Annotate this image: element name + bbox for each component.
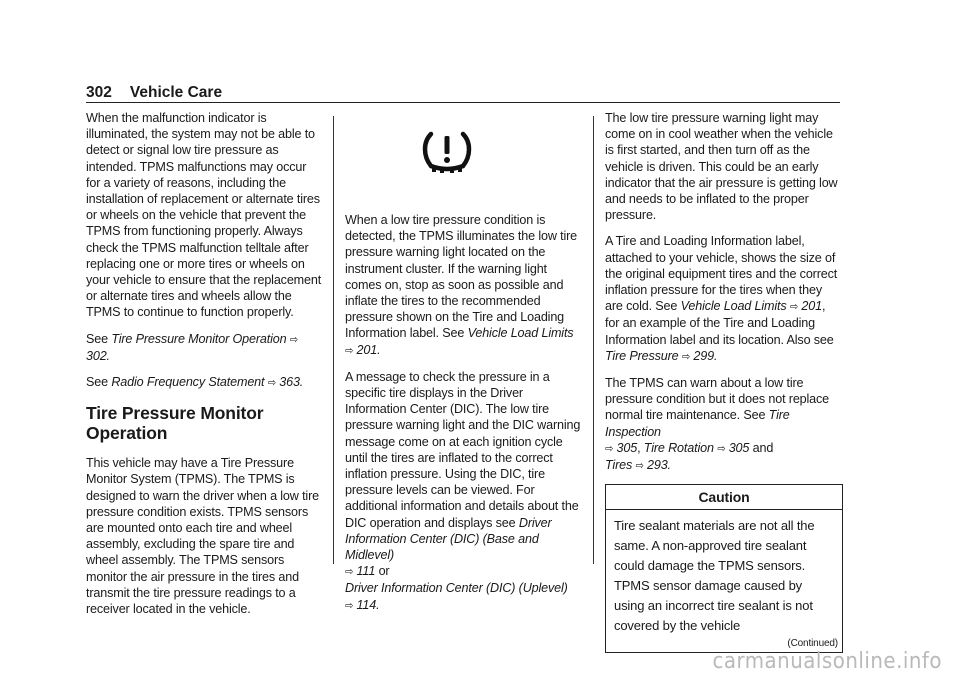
page-arrow-icon: ⇨ bbox=[717, 442, 726, 455]
page-ref[interactable]: 114. bbox=[356, 597, 380, 612]
page-ref[interactable]: 363. bbox=[279, 375, 304, 390]
paragraph: When the malfunction indicator is illuminated, the system may not be able to detect or signal low tire pressure as intended. TPMS malfunctions may occur for a variety of reasons, including the installation of replacement or alternate tires or wheels on the vehicle that prevent the TPMS from functioning properly. Always check the TPMS malfunction telltale after replacing one or more tires or wheels on your vehicle to ensure that the replacement or alternate tires and wheels allow the TPMS to continue to function properly. bbox=[86, 111, 322, 320]
tpms-warning-icon bbox=[421, 130, 581, 174]
page-arrow-icon: ⇨ bbox=[345, 344, 354, 357]
page-ref[interactable]: 299. bbox=[693, 348, 718, 363]
section-title: Vehicle Care bbox=[129, 84, 223, 101]
column-left bbox=[86, 110, 322, 627]
caution-box bbox=[605, 484, 843, 653]
paragraph: When a low tire pressure condition is detected, the TPMS illuminates the low tire pressure warning light located on the instrument cluster. If the warning light comes on, stop as soon as possible and inflate the tires to the recommended pressure shown on the Tire and Loading Information label. See Vehicle Load Limits ⇨ 201. bbox=[345, 213, 578, 357]
page-ref[interactable]: 302. bbox=[86, 348, 110, 363]
paragraph: A message to check the pressure in a specific tire displays in the Driver Information Center (DIC). The low tire pressure warning light and the DIC warning message come on at each ignition cycle until the tires are inflated to the correct inflation pressure. Using the DIC, tire pressure levels can be viewed. For additional information and details about the DIC operation and displays see Driver Information Center (DIC) (Base and Midlevel) ⇨ 111 or Driver Information Center (DIC) (Uplevel) ⇨ 114. bbox=[345, 369, 581, 612]
paragraph: This vehicle may have a Tire Pressure Monitor System (TPMS). The TPMS is designed to warn the driver when a low tire pressure condition exists. TPMS sensors are mounted onto each tire and wheel assembly, excluding the spare tire and wheel assembly. The TPMS sensors monitor the air pressure in the tires and transmit the tire pressure readings to a receiver located in the vehicle. bbox=[86, 456, 319, 617]
link-radio-frequency-statement[interactable]: Radio Frequency Statement bbox=[111, 375, 265, 390]
caution-title: Caution bbox=[606, 485, 842, 510]
cross-reference: See Tire Pressure Monitor Operation ⇨ 302. bbox=[86, 331, 298, 363]
caution-body: Tire sealant materials are not all the same. A non-approved tire sealant could damage the TPMS sensors. TPMS sensor damage caused by using an incorrect tire sealant is not covered by the vehicle bbox=[614, 518, 815, 634]
page-arrow-icon: ⇨ bbox=[345, 599, 354, 612]
column-middle bbox=[345, 110, 581, 624]
page-arrow-icon: ⇨ bbox=[345, 566, 354, 579]
page-number: 302 bbox=[86, 84, 112, 101]
watermark: carmanualsonline.info bbox=[712, 649, 942, 674]
link-vehicle-load-limits[interactable]: Vehicle Load Limits bbox=[680, 299, 787, 314]
link-tires[interactable]: Tires bbox=[605, 458, 633, 473]
column-divider bbox=[593, 116, 594, 564]
link-tire-pressure-monitor-operation[interactable]: Tire Pressure Monitor Operation bbox=[111, 331, 287, 346]
paragraph: The low tire pressure warning light may come on in cool weather when the vehicle is first started, and then turn off as the vehicle is driven. This could be an early indicator that the air pressure is getting low and needs to be inflated to the proper pressure. bbox=[605, 111, 838, 223]
page-ref[interactable]: 201 bbox=[801, 299, 822, 314]
page-ref[interactable]: 111 bbox=[356, 564, 376, 579]
link-tire-rotation[interactable]: Tire Rotation bbox=[643, 440, 714, 455]
paragraph: A Tire and Loading Information label, attached to your vehicle, shows the size of the original equipment tires and the correct inflation pressure for the tires when they are cold. See Vehicle Load Limits ⇨ 201, for an example of the Tire and Loading Information label and its location. Also see Tire Pressure ⇨ 299. bbox=[605, 234, 838, 363]
link-tire-pressure[interactable]: Tire Pressure bbox=[605, 348, 679, 363]
section-heading: Tire Pressure Monitor Operation bbox=[86, 403, 264, 444]
link-vehicle-load-limits[interactable]: Vehicle Load Limits bbox=[467, 326, 574, 341]
link-dic-base-midlevel[interactable]: Driver Information Center (DIC) (Base and Midlevel) bbox=[345, 515, 552, 563]
continued-label: (Continued) bbox=[787, 638, 838, 650]
column-right bbox=[605, 110, 841, 653]
page-arrow-icon: ⇨ bbox=[605, 442, 614, 455]
page-arrow-icon: ⇨ bbox=[789, 301, 799, 314]
page-ref[interactable]: 293. bbox=[647, 458, 671, 473]
paragraph: The TPMS can warn about a low tire pressure condition but it does not replace normal tire maintenance. See Tire Inspection ⇨ 305, Tire Rotation ⇨ 305 and Tires ⇨ 293. bbox=[605, 376, 830, 473]
page-arrow-icon: ⇨ bbox=[267, 377, 276, 390]
column-divider bbox=[333, 116, 334, 564]
page-ref[interactable]: 305 bbox=[616, 440, 638, 455]
page-ref[interactable]: 201. bbox=[356, 342, 381, 357]
page-arrow-icon: ⇨ bbox=[289, 333, 298, 346]
link-tire-inspection[interactable]: Tire Inspection bbox=[605, 408, 790, 439]
page-arrow-icon: ⇨ bbox=[635, 460, 644, 473]
page-ref[interactable]: 305 bbox=[728, 440, 750, 455]
page-header bbox=[86, 84, 840, 103]
tpms-warning-icon bbox=[421, 130, 473, 174]
link-dic-uplevel[interactable]: Driver Information Center (DIC) (Uplevel) bbox=[345, 581, 568, 596]
cross-reference: See Radio Frequency Statement ⇨ 363. bbox=[86, 375, 304, 390]
page-arrow-icon: ⇨ bbox=[681, 350, 691, 363]
